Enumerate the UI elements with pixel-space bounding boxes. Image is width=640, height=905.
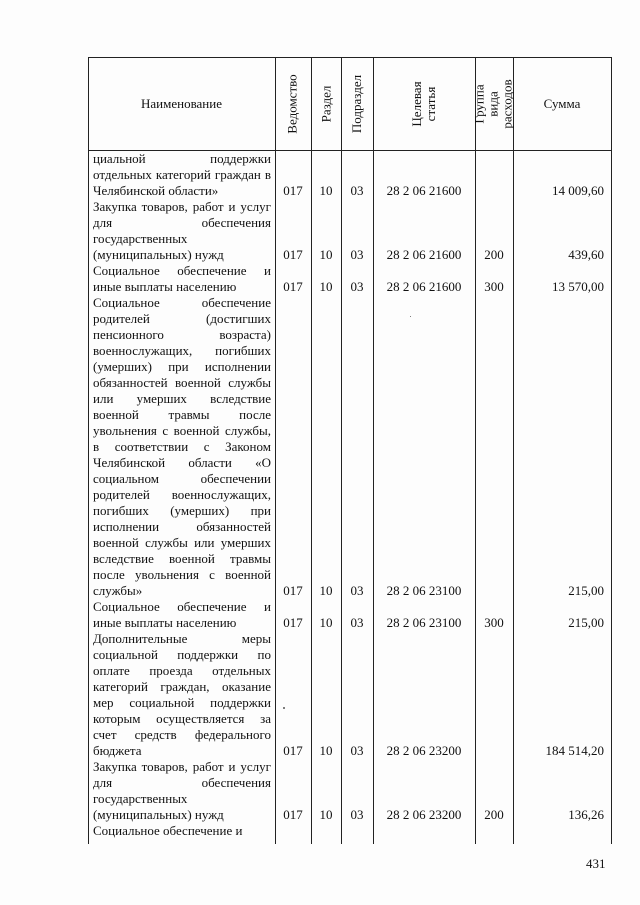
cell-razdel: 10	[319, 183, 333, 198]
header-celevaya-label: Целевая статья	[409, 80, 438, 127]
cell-vedomstvo: 017	[283, 583, 303, 598]
col-divider-name	[275, 57, 276, 844]
row-name-8: Социальное обеспечение и	[93, 823, 243, 838]
row-name-3: Социальное обеспечение и иные выплаты населению	[93, 263, 271, 294]
col-divider-razdel	[341, 57, 342, 844]
cell-podrazdel: 03	[350, 279, 364, 294]
cell-razdel: 10	[319, 279, 333, 294]
header-razdel	[311, 57, 341, 150]
cell-podrazdel: 03	[350, 807, 364, 822]
table-row	[275, 807, 612, 823]
cell-podrazdel: 03	[350, 247, 364, 262]
cell-summa: 13 570,00	[552, 279, 604, 294]
cell-celevaya: 28 2 06 21600	[386, 279, 462, 294]
col-divider-gruppa	[513, 57, 514, 844]
cell-celevaya: 28 2 06 21600	[386, 183, 462, 198]
row-name-1: циальной поддержки отдельных категорий граждан в Челябинской области»	[93, 151, 271, 198]
cell-razdel: 10	[319, 743, 333, 758]
table-row	[275, 279, 612, 295]
cell-vedomstvo: 017	[283, 279, 303, 294]
cell-summa: 215,00	[568, 615, 604, 630]
cell-razdel: 10	[319, 615, 333, 630]
header-summa	[513, 57, 611, 150]
table-row	[275, 615, 612, 631]
table-row	[275, 247, 612, 263]
table-row	[275, 583, 612, 599]
header-name	[88, 57, 275, 150]
col-divider-celevaya	[475, 57, 476, 844]
col-divider-podrazdel	[373, 57, 374, 844]
cell-vedomstvo: 017	[283, 807, 303, 822]
cell-summa: 215,00	[568, 583, 604, 598]
header-podrazdel	[341, 57, 373, 150]
row-name-2: Закупка товаров, работ и услуг для обеспечения государственных (муниципальных) нужд	[93, 199, 271, 262]
header-vedomstvo-label: Ведомство	[285, 73, 300, 134]
header-razdel-label: Раздел	[318, 85, 333, 122]
cell-razdel: 10	[319, 247, 333, 262]
cell-celevaya: 28 2 06 23100	[386, 615, 462, 630]
row-name-6: Дополнительные меры социальной поддержки по оплате проезда отдельных категорий граждан, оказание мер социальной поддержки которым осуществляется за счет средств федерального бюджета	[93, 631, 271, 758]
cell-razdel: 10	[319, 807, 333, 822]
cell-vedomstvo: 017	[283, 247, 303, 262]
cell-podrazdel: 03	[350, 615, 364, 630]
col-divider-vedomstvo	[311, 57, 312, 844]
cell-summa: 439,60	[568, 247, 604, 262]
header-summa-label: Сумма	[543, 95, 581, 111]
page-number: 431	[586, 856, 606, 871]
cell-gruppa: 200	[484, 247, 504, 262]
header-vedomstvo	[275, 57, 311, 150]
header-podrazdel-label: Подраздел	[349, 74, 365, 133]
header-gruppa	[472, 57, 515, 150]
cell-podrazdel: 03	[350, 743, 364, 758]
table-right-border	[611, 57, 612, 844]
header-celevaya	[373, 57, 475, 150]
row-name-4: Социальное обеспечение родителей (достигших пенсионного возраста) военнослужащих, погибших (умерших) при исполнении обязанностей военной службы или умерших вследствие военной травмы после увольнения с военной службы, в соответствии с Законом Челябинской области «О социальном обеспечении родителей военнослужащих, погибших (умерших) при исполнении обязанностей военной службы или умерших вследствие военной травмы после увольнения с военной службы»	[93, 295, 271, 598]
cell-gruppa: 200	[484, 807, 504, 822]
cell-gruppa: 300	[484, 279, 504, 294]
scan-speck	[410, 316, 411, 317]
cell-celevaya: 28 2 06 23200	[386, 807, 462, 822]
cell-summa: 14 009,60	[552, 183, 604, 198]
row-name-5: Социальное обеспечение и иные выплаты населению	[93, 599, 271, 630]
cell-razdel: 10	[319, 583, 333, 598]
cell-podrazdel: 03	[350, 183, 364, 198]
cell-summa: 184 514,20	[545, 743, 604, 758]
cell-gruppa: 300	[484, 615, 504, 630]
table-row	[275, 743, 612, 759]
scan-speck	[283, 707, 285, 709]
cell-vedomstvo: 017	[283, 183, 303, 198]
cell-vedomstvo: 017	[283, 743, 303, 758]
cell-podrazdel: 03	[350, 583, 364, 598]
header-gruppa-label: Группа вида расходов	[472, 78, 515, 129]
header-name-label: Наименование	[141, 95, 222, 111]
table-row	[275, 183, 612, 199]
row-name-7: Закупка товаров, работ и услуг для обеспечения государственных (муниципальных) нужд	[93, 759, 271, 822]
cell-summa: 136,26	[568, 807, 604, 822]
cell-celevaya: 28 2 06 23200	[386, 743, 462, 758]
cell-celevaya: 28 2 06 23100	[386, 583, 462, 598]
cell-vedomstvo: 017	[283, 615, 303, 630]
cell-celevaya: 28 2 06 21600	[386, 247, 462, 262]
table-left-border	[88, 57, 89, 844]
